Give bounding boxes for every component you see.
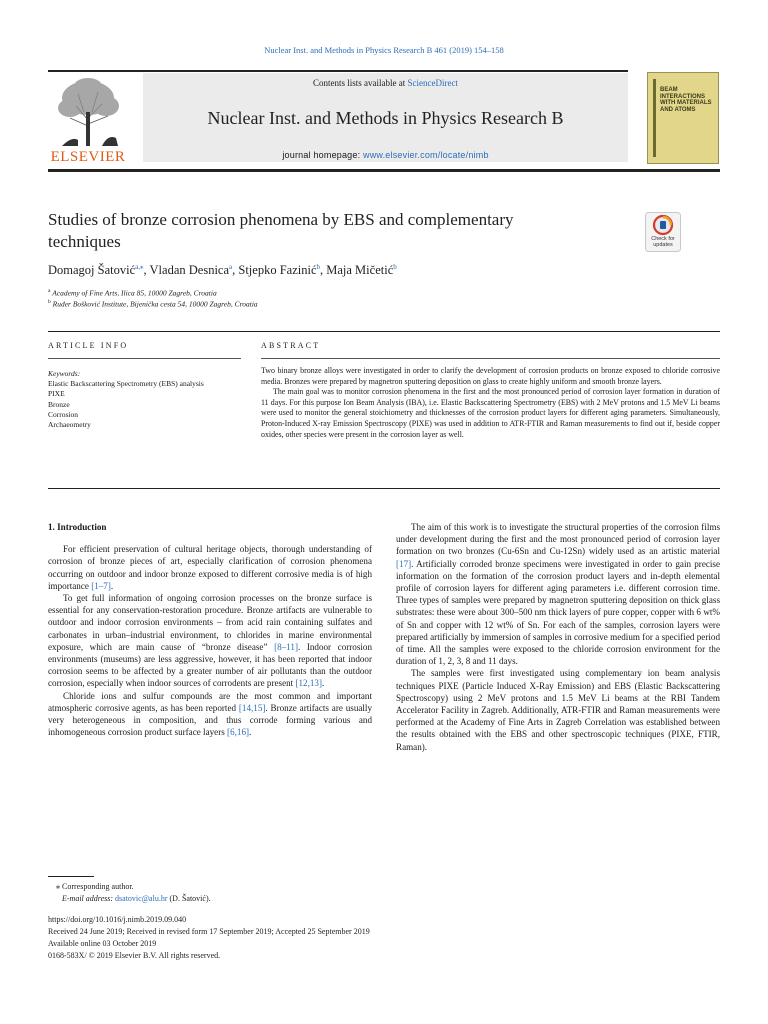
keyword-item: Corrosion: [48, 409, 78, 419]
cover-title: BEAM INTERACTIONS WITH MATERIALS AND ATOMS: [660, 87, 712, 113]
section-heading: 1. Introduction: [48, 522, 107, 532]
paragraph-text: .: [249, 727, 252, 738]
citation-link[interactable]: [8–11]: [274, 641, 298, 652]
sciencedirect-link[interactable]: ScienceDirect: [407, 78, 458, 88]
citation-link[interactable]: [6,16]: [227, 727, 250, 738]
keyword-item: PIXE: [48, 389, 65, 399]
keyword-item: Archaeometry: [48, 420, 91, 430]
received-dates: Received 24 June 2019; Received in revised form 17 September 2019; Accepted 25 September 2019: [48, 927, 370, 936]
affiliation-marker: a: [48, 288, 51, 294]
tree-icon: [48, 76, 128, 148]
header-rule: [48, 70, 628, 72]
check-for-updates-badge[interactable]: [645, 212, 681, 252]
copyright-line: 0168-583X/ © 2019 Elsevier B.V. All rights reserved.: [48, 951, 221, 960]
citation-link[interactable]: [12,13]: [295, 678, 322, 689]
email-label: E-mail address:: [62, 894, 116, 903]
contents-prefix: Contents lists available at: [313, 78, 408, 88]
keywords-block: [48, 369, 248, 430]
abstract-heading: ABSTRACT: [261, 341, 321, 350]
citation-link[interactable]: [14,15]: [238, 702, 266, 713]
author-list: Domagoj Šatović$^{a,⁎}$, Vladan Desnica$^a$, Stjepko Fazinić$^b$, Maja Mičetić$^b$: [48, 263, 397, 278]
contents-line: [143, 78, 628, 88]
citation-link[interactable]: [1–7]: [91, 580, 111, 591]
paragraph-text: To get full information of ongoing corrosion processes on the bronze surface is essential for any conservation-restoration procedure. Bronze artifacts are vulnerable to outdoor and indoor corrosion environments – from acid rain containing sulfates and carbonates in urban–industrial environment, to chlorides in marine environmental exposure, which are main cause of “bronze disease”: [48, 593, 372, 652]
author-affiliation-marker[interactable]: b: [316, 263, 320, 271]
paragraph-text: .: [322, 678, 325, 689]
homepage-prefix: journal homepage:: [282, 150, 363, 160]
author-name[interactable]: Maja Mičetić: [326, 263, 394, 278]
email-suffix: (D. Šatović).: [167, 894, 211, 903]
keyword-item: Elastic Backscattering Spectrometry (EBS) analysis: [48, 379, 204, 389]
corresponding-author-note: ⁎ Corresponding author.: [56, 882, 134, 891]
journal-reference[interactable]: Nuclear Inst. and Methods in Physics Research B 461 (2019) 154–158: [264, 45, 504, 55]
author-affiliation-marker[interactable]: a,⁎: [135, 263, 144, 271]
author-name[interactable]: Vladan Desnica: [149, 263, 230, 278]
author-name[interactable]: Domagoj Šatović: [48, 263, 136, 278]
paragraph-text: The samples were first investigated using complementary ion beam analysis techniques PIXE (Particle Induced X-Ray Emission) and EBS (Elastic Backscattering Spectroscopy) using 2 MeV protons and 1.5 MeV Li beams at the RBI Tandem Accelerator Facility in Zagreb. Additionally, ATR-FTIR and Raman measurements were performed at the Academy of Fine Arts in Zagreb Correlation was established between the results obtained with the EBS and other spectroscopic techniques (PIXE, FTIR, Raman).: [396, 668, 720, 752]
affiliation-text: Academy of Fine Arts, Ilica 85, 10000 Zagreb, Croatia: [52, 288, 217, 298]
citation-link[interactable]: [17]: [396, 558, 412, 569]
author-name[interactable]: Stjepko Fazinić: [238, 263, 317, 278]
paragraph-text: . Indoor corrosion environments (museums) are less aggressive, however, it has been reported that indoor corrosion seems to be affected by a greater number of air pollutants than the outdoor corrosion, especially when indoor sources of corrodents are present: [48, 641, 372, 689]
keyword-item: Bronze: [48, 399, 70, 409]
article-info-heading: ARTICLE INFO: [48, 341, 129, 350]
keywords-label: Keywords:: [48, 369, 81, 378]
body-paragraph: [48, 690, 372, 739]
paragraph-text: . Bronze artifacts are usually very heterogeneous in composition, and thus corrode forming various and inhomogeneous corrosion product surface layers: [48, 702, 373, 738]
affiliation-text: Ruđer Bošković Institute, Bijenička cesta 54, 10000 Zagreb, Croatia: [52, 299, 258, 309]
journal-cover-thumbnail[interactable]: [647, 72, 719, 164]
paragraph-text: For efficient preservation of cultural heritage objects, thorough understanding of corrosion of bronze pieces of art, especially clarification of corrosion phenomena occurring on outdoor and indoor bronze exposed to different corrosive media is of high importance: [48, 544, 372, 591]
abstract-end-rule: [48, 488, 720, 489]
body-paragraph: [48, 543, 372, 592]
header-bottom-rule: [48, 169, 720, 172]
body-paragraph: [48, 592, 372, 690]
email-link[interactable]: dsatovic@alu.hr: [115, 894, 168, 903]
paragraph-text: . Artificially corroded bronze specimens were investigated in order to gain precise information on the formation of the corrosion product layers and in-depth elemental profile of corrosion layers for different aging parameters i.e. different corrosion time. Three types of samples were prepared by magnetron sputtering deposition on thick glass substrates: these were about 300–500 nm thick layers of pure copper, copper with 6 wt% of Sn and copper with 12 wt% of Sn. For each of the samples, corrosion layers were prepared artificially by immersion of samples in corrosive medium for a specified period of time. All the samples were exposed to the chloride corrosion environment for the duration of 1, 2, 3, 8 and 11 days.: [396, 558, 720, 667]
paragraph-text: .: [110, 580, 114, 591]
article-title: Studies of bronze corrosion phenomena by EBS and complementary techniques: [48, 210, 514, 251]
affiliation-b: [48, 299, 258, 309]
elsevier-wordmark: ELSEVIER: [50, 149, 126, 165]
abstract-text: [261, 366, 720, 440]
cover-spine: [653, 79, 656, 157]
footnote-rule: [48, 876, 94, 877]
author-affiliation-marker[interactable]: a: [229, 263, 233, 271]
body-left-column: [48, 521, 372, 738]
paragraph-text: Chloride ions and sulfur compounds are the most common and important atmospheric corrosive agents, as has been reported: [48, 690, 372, 713]
abstract-paragraph: Two binary bronze alloys were investigated in order to clarify the development of corrosion products on bronze exposed to chloride corrosive media. Bronzes were prepared by magnetron sputtering deposition on glass to create highly uniform and smooth bronze layers.: [261, 366, 720, 386]
doi-link[interactable]: https://doi.org/10.1016/j.nimb.2019.09.040: [48, 915, 187, 924]
email-line: [62, 894, 211, 903]
available-online-date: Available online 03 October 2019: [48, 939, 157, 948]
body-paragraph: [396, 667, 720, 752]
check-for-updates-label: Check for updates: [651, 236, 675, 248]
body-paragraph: [396, 521, 720, 667]
journal-title: Nuclear Inst. and Methods in Physics Research B: [207, 108, 564, 128]
affiliation-a: [48, 288, 217, 298]
body-right-column: [396, 521, 720, 753]
journal-homepage-line: [143, 150, 628, 160]
info-top-rule: [48, 331, 720, 332]
abstract-paragraph: The main goal was to monitor corrosion phenomena in the first and the most pronounced period of corrosion layer formation in duration of 11 days. For this purpose Ion Beam Analysis (IBA), i.e. Elastic Backscattering Spectrometry (EBS) with 2 MeV protons and 1.5 MeV Li beams were used to monitor the general stoichiometry and thicknesses of the corrosion product layers for different aging parameters. Simultaneously, Proton-Induced X-ray Emission Spectroscopy (PIXE) was used in addition to ATR-FTIR and Raman measurements to find out if, beside copper oxides, other species were present in the corrosion layer as well.: [261, 387, 720, 439]
abstract-rule: [261, 358, 720, 359]
affiliation-marker: b: [48, 299, 51, 305]
homepage-link[interactable]: www.elsevier.com/locate/nimb: [363, 150, 489, 160]
paragraph-text: The aim of this work is to investigate the structural properties of the corrosion films under development during the first and the most pronounced period of corrosion layer formation on two bronzes (Cu-6Sn and Cu-12Sn) widely used as an artistic material: [396, 522, 720, 557]
author-affiliation-marker[interactable]: b: [393, 263, 397, 271]
article-info-rule: [48, 358, 241, 359]
